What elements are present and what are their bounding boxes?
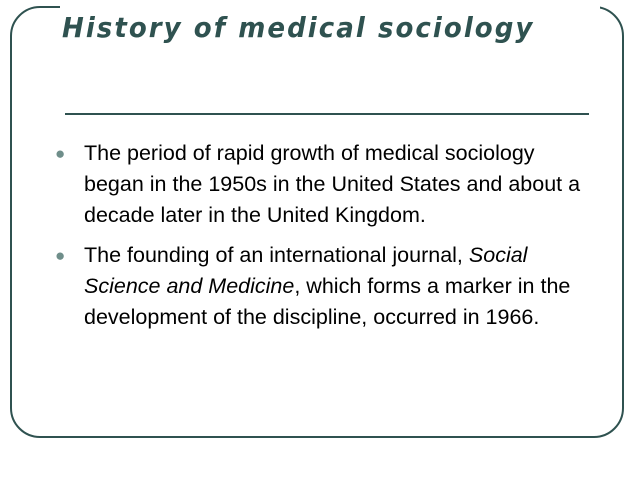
bullet-item-2 [52, 240, 592, 333]
bullet-dot-icon: ● [55, 144, 66, 163]
bullet-dot-icon: ● [55, 246, 66, 265]
bullet-text-2-before: The founding of an international journal, [84, 243, 469, 267]
title-divider [65, 113, 589, 115]
journal-title: Social Science and Medicine [84, 243, 528, 298]
slide-title: History of medical sociology [62, 11, 535, 44]
bullet-list [52, 138, 592, 342]
bullet-text-1: The period of rapid growth of medical sociology began in the 1950s in the United States and about a decade later in the United Kingdom. [84, 141, 581, 227]
bullet-item-1 [52, 138, 592, 231]
bullet-text-2-after: , which forms a marker in the development of the discipline, occurred in 1966. [84, 274, 571, 329]
